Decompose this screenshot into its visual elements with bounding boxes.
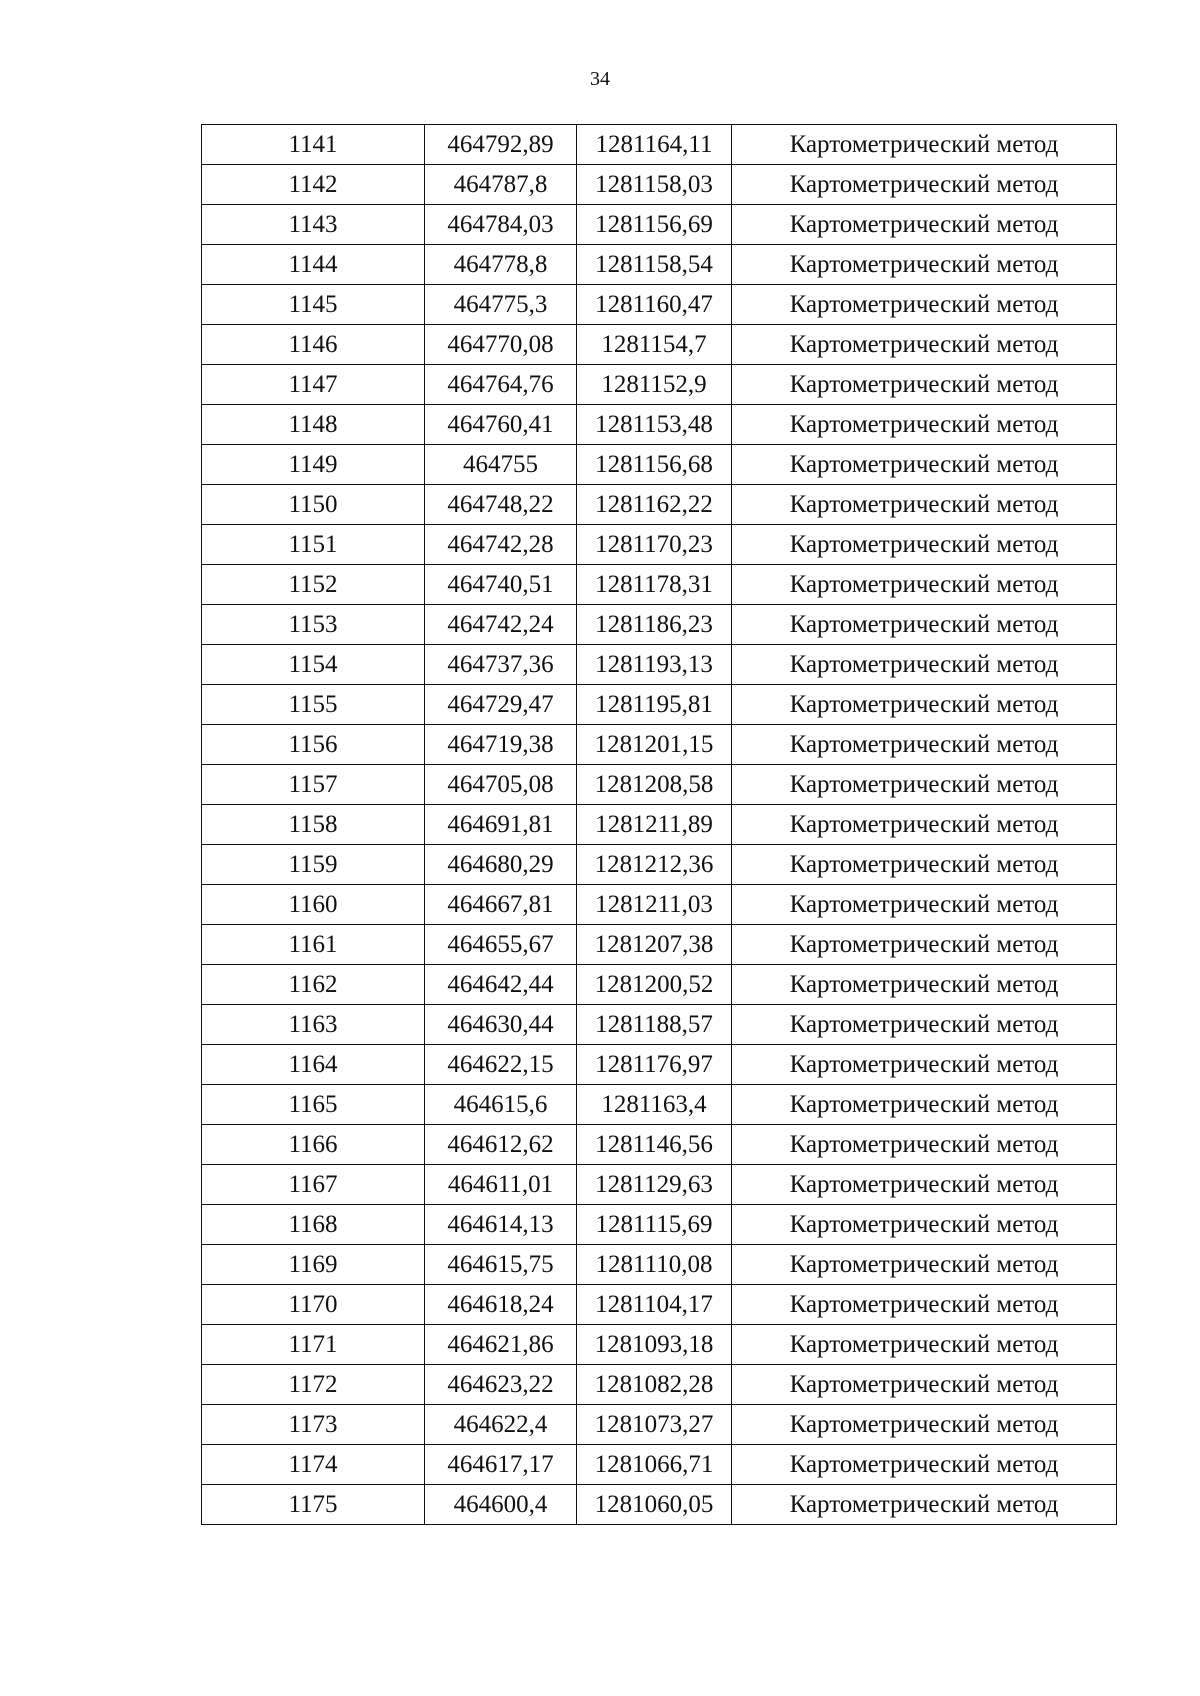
- x-coordinate-cell: 464622,4: [425, 1405, 577, 1445]
- method-cell: Картометрический метод: [732, 1285, 1117, 1325]
- y-coordinate-cell: 1281176,97: [577, 1045, 732, 1085]
- x-coordinate-cell: 464667,81: [425, 885, 577, 925]
- table-row: [202, 1125, 1117, 1165]
- y-coordinate-cell: 1281201,15: [577, 725, 732, 765]
- point-number-cell: 1172: [202, 1365, 425, 1405]
- x-coordinate-cell: 464642,44: [425, 965, 577, 1005]
- point-number-cell: 1160: [202, 885, 425, 925]
- point-number-cell: 1166: [202, 1125, 425, 1165]
- x-coordinate-cell: 464742,24: [425, 605, 577, 645]
- y-coordinate-cell: 1281153,48: [577, 405, 732, 445]
- method-cell: Картометрический метод: [732, 925, 1117, 965]
- method-cell: Картометрический метод: [732, 405, 1117, 445]
- table-row: [202, 1045, 1117, 1085]
- table-row: [202, 565, 1117, 605]
- method-cell: Картометрический метод: [732, 1365, 1117, 1405]
- y-coordinate-cell: 1281212,36: [577, 845, 732, 885]
- table-row: [202, 165, 1117, 205]
- table-row: [202, 485, 1117, 525]
- point-number-cell: 1159: [202, 845, 425, 885]
- method-cell: Картометрический метод: [732, 645, 1117, 685]
- x-coordinate-cell: 464787,8: [425, 165, 577, 205]
- page-number: 34: [590, 68, 610, 90]
- x-coordinate-cell: 464680,29: [425, 845, 577, 885]
- y-coordinate-cell: 1281093,18: [577, 1325, 732, 1365]
- table-row: [202, 805, 1117, 845]
- method-cell: Картометрический метод: [732, 325, 1117, 365]
- table-row: [202, 1005, 1117, 1045]
- point-number-cell: 1147: [202, 365, 425, 405]
- y-coordinate-cell: 1281211,89: [577, 805, 732, 845]
- point-number-cell: 1171: [202, 1325, 425, 1365]
- method-cell: Картометрический метод: [732, 1125, 1117, 1165]
- method-cell: Картометрический метод: [732, 1445, 1117, 1485]
- table-row: [202, 965, 1117, 1005]
- table-row: [202, 445, 1117, 485]
- y-coordinate-cell: 1281207,38: [577, 925, 732, 965]
- table-row: [202, 365, 1117, 405]
- method-cell: Картометрический метод: [732, 1165, 1117, 1205]
- point-number-cell: 1165: [202, 1085, 425, 1125]
- x-coordinate-cell: 464611,01: [425, 1165, 577, 1205]
- table-row: [202, 1165, 1117, 1205]
- method-cell: Картометрический метод: [732, 885, 1117, 925]
- method-cell: Картометрический метод: [732, 725, 1117, 765]
- coordinates-table-body: [202, 125, 1117, 1525]
- table-row: [202, 405, 1117, 445]
- point-number-cell: 1143: [202, 205, 425, 245]
- y-coordinate-cell: 1281186,23: [577, 605, 732, 645]
- table-row: [202, 125, 1117, 165]
- y-coordinate-cell: 1281066,71: [577, 1445, 732, 1485]
- method-cell: Картометрический метод: [732, 1085, 1117, 1125]
- x-coordinate-cell: 464740,51: [425, 565, 577, 605]
- y-coordinate-cell: 1281164,11: [577, 125, 732, 165]
- y-coordinate-cell: 1281156,69: [577, 205, 732, 245]
- table-row: [202, 525, 1117, 565]
- method-cell: Картометрический метод: [732, 1045, 1117, 1085]
- y-coordinate-cell: 1281115,69: [577, 1205, 732, 1245]
- x-coordinate-cell: 464614,13: [425, 1205, 577, 1245]
- table-row: [202, 885, 1117, 925]
- x-coordinate-cell: 464770,08: [425, 325, 577, 365]
- method-cell: Картометрический метод: [732, 525, 1117, 565]
- y-coordinate-cell: 1281158,03: [577, 165, 732, 205]
- y-coordinate-cell: 1281073,27: [577, 1405, 732, 1445]
- point-number-cell: 1157: [202, 765, 425, 805]
- x-coordinate-cell: 464691,81: [425, 805, 577, 845]
- method-cell: Картометрический метод: [732, 165, 1117, 205]
- point-number-cell: 1153: [202, 605, 425, 645]
- x-coordinate-cell: 464630,44: [425, 1005, 577, 1045]
- table-row: [202, 1445, 1117, 1485]
- table-row: [202, 1365, 1117, 1405]
- y-coordinate-cell: 1281154,7: [577, 325, 732, 365]
- point-number-cell: 1162: [202, 965, 425, 1005]
- x-coordinate-cell: 464748,22: [425, 485, 577, 525]
- point-number-cell: 1144: [202, 245, 425, 285]
- x-coordinate-cell: 464618,24: [425, 1285, 577, 1325]
- point-number-cell: 1156: [202, 725, 425, 765]
- x-coordinate-cell: 464719,38: [425, 725, 577, 765]
- x-coordinate-cell: 464655,67: [425, 925, 577, 965]
- table-row: [202, 245, 1117, 285]
- x-coordinate-cell: 464617,17: [425, 1445, 577, 1485]
- method-cell: Картометрический метод: [732, 605, 1117, 645]
- point-number-cell: 1151: [202, 525, 425, 565]
- method-cell: Картометрический метод: [732, 245, 1117, 285]
- method-cell: Картометрический метод: [732, 125, 1117, 165]
- point-number-cell: 1161: [202, 925, 425, 965]
- point-number-cell: 1173: [202, 1405, 425, 1445]
- table-row: [202, 605, 1117, 645]
- y-coordinate-cell: 1281163,4: [577, 1085, 732, 1125]
- y-coordinate-cell: 1281211,03: [577, 885, 732, 925]
- x-coordinate-cell: 464729,47: [425, 685, 577, 725]
- table-row: [202, 1405, 1117, 1445]
- x-coordinate-cell: 464600,4: [425, 1485, 577, 1525]
- point-number-cell: 1148: [202, 405, 425, 445]
- x-coordinate-cell: 464792,89: [425, 125, 577, 165]
- table-row: [202, 1485, 1117, 1525]
- table-row: [202, 845, 1117, 885]
- point-number-cell: 1167: [202, 1165, 425, 1205]
- method-cell: Картометрический метод: [732, 965, 1117, 1005]
- y-coordinate-cell: 1281162,22: [577, 485, 732, 525]
- point-number-cell: 1175: [202, 1485, 425, 1525]
- point-number-cell: 1141: [202, 125, 425, 165]
- x-coordinate-cell: 464775,3: [425, 285, 577, 325]
- method-cell: Картометрический метод: [732, 205, 1117, 245]
- method-cell: Картометрический метод: [732, 1205, 1117, 1245]
- y-coordinate-cell: 1281208,58: [577, 765, 732, 805]
- point-number-cell: 1142: [202, 165, 425, 205]
- y-coordinate-cell: 1281110,08: [577, 1245, 732, 1285]
- x-coordinate-cell: 464742,28: [425, 525, 577, 565]
- x-coordinate-cell: 464760,41: [425, 405, 577, 445]
- y-coordinate-cell: 1281195,81: [577, 685, 732, 725]
- x-coordinate-cell: 464623,22: [425, 1365, 577, 1405]
- point-number-cell: 1150: [202, 485, 425, 525]
- point-number-cell: 1174: [202, 1445, 425, 1485]
- y-coordinate-cell: 1281158,54: [577, 245, 732, 285]
- method-cell: Картометрический метод: [732, 485, 1117, 525]
- method-cell: Картометрический метод: [732, 365, 1117, 405]
- point-number-cell: 1163: [202, 1005, 425, 1045]
- x-coordinate-cell: 464622,15: [425, 1045, 577, 1085]
- y-coordinate-cell: 1281060,05: [577, 1485, 732, 1525]
- y-coordinate-cell: 1281129,63: [577, 1165, 732, 1205]
- point-number-cell: 1145: [202, 285, 425, 325]
- table-row: [202, 765, 1117, 805]
- method-cell: Картометрический метод: [732, 565, 1117, 605]
- method-cell: Картометрический метод: [732, 765, 1117, 805]
- table-row: [202, 1285, 1117, 1325]
- table-row: [202, 285, 1117, 325]
- y-coordinate-cell: 1281178,31: [577, 565, 732, 605]
- x-coordinate-cell: 464612,62: [425, 1125, 577, 1165]
- x-coordinate-cell: 464705,08: [425, 765, 577, 805]
- method-cell: Картометрический метод: [732, 1485, 1117, 1525]
- x-coordinate-cell: 464615,6: [425, 1085, 577, 1125]
- table-row: [202, 725, 1117, 765]
- table-row: [202, 325, 1117, 365]
- point-number-cell: 1170: [202, 1285, 425, 1325]
- point-number-cell: 1154: [202, 645, 425, 685]
- method-cell: Картометрический метод: [732, 805, 1117, 845]
- x-coordinate-cell: 464784,03: [425, 205, 577, 245]
- point-number-cell: 1168: [202, 1205, 425, 1245]
- point-number-cell: 1158: [202, 805, 425, 845]
- point-number-cell: 1169: [202, 1245, 425, 1285]
- y-coordinate-cell: 1281188,57: [577, 1005, 732, 1045]
- y-coordinate-cell: 1281104,17: [577, 1285, 732, 1325]
- method-cell: Картометрический метод: [732, 845, 1117, 885]
- table-row: [202, 1085, 1117, 1125]
- method-cell: Картометрический метод: [732, 685, 1117, 725]
- method-cell: Картометрический метод: [732, 1245, 1117, 1285]
- method-cell: Картометрический метод: [732, 1405, 1117, 1445]
- method-cell: Картометрический метод: [732, 285, 1117, 325]
- y-coordinate-cell: 1281160,47: [577, 285, 732, 325]
- y-coordinate-cell: 1281082,28: [577, 1365, 732, 1405]
- table-row: [202, 1325, 1117, 1365]
- x-coordinate-cell: 464778,8: [425, 245, 577, 285]
- x-coordinate-cell: 464737,36: [425, 645, 577, 685]
- point-number-cell: 1164: [202, 1045, 425, 1085]
- table-row: [202, 925, 1117, 965]
- table-row: [202, 1205, 1117, 1245]
- y-coordinate-cell: 1281200,52: [577, 965, 732, 1005]
- table-row: [202, 1245, 1117, 1285]
- point-number-cell: 1152: [202, 565, 425, 605]
- coordinates-table: [201, 124, 1117, 1525]
- method-cell: Картометрический метод: [732, 445, 1117, 485]
- point-number-cell: 1155: [202, 685, 425, 725]
- table-row: [202, 205, 1117, 245]
- y-coordinate-cell: 1281193,13: [577, 645, 732, 685]
- method-cell: Картометрический метод: [732, 1325, 1117, 1365]
- point-number-cell: 1146: [202, 325, 425, 365]
- point-number-cell: 1149: [202, 445, 425, 485]
- x-coordinate-cell: 464621,86: [425, 1325, 577, 1365]
- x-coordinate-cell: 464764,76: [425, 365, 577, 405]
- method-cell: Картометрический метод: [732, 1005, 1117, 1045]
- y-coordinate-cell: 1281152,9: [577, 365, 732, 405]
- table-row: [202, 685, 1117, 725]
- table-row: [202, 645, 1117, 685]
- y-coordinate-cell: 1281170,23: [577, 525, 732, 565]
- y-coordinate-cell: 1281146,56: [577, 1125, 732, 1165]
- x-coordinate-cell: 464755: [425, 445, 577, 485]
- x-coordinate-cell: 464615,75: [425, 1245, 577, 1285]
- y-coordinate-cell: 1281156,68: [577, 445, 732, 485]
